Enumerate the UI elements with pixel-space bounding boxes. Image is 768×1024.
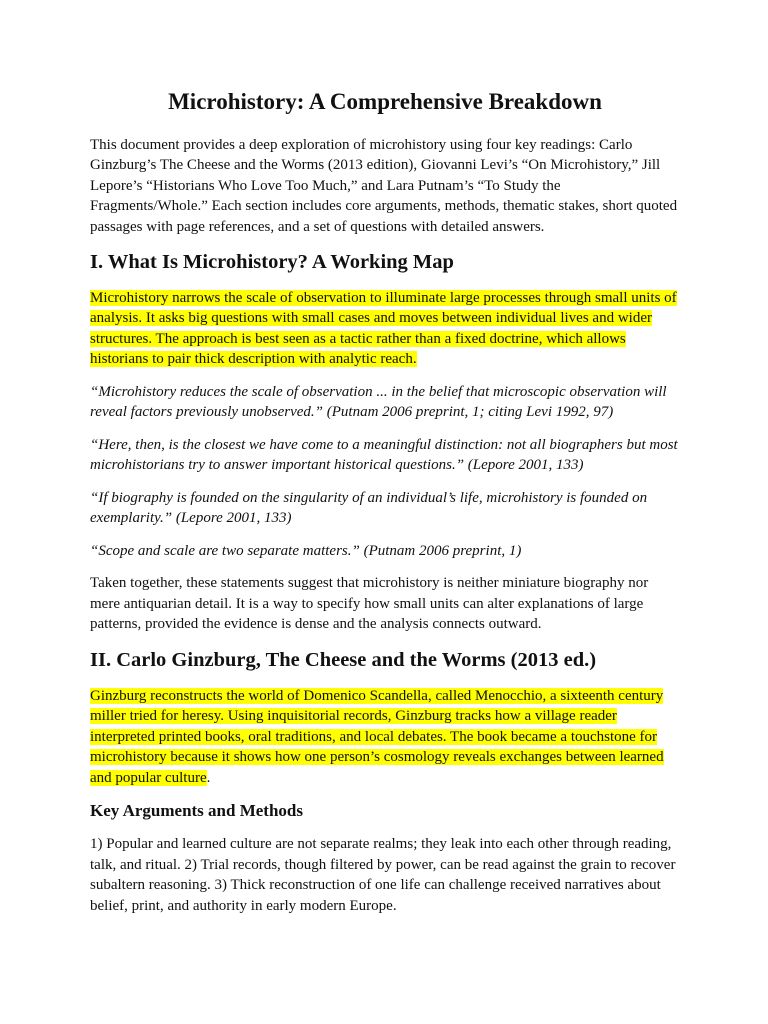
quote-putnam-scope: “Scope and scale are two separate matters.” (Putnam 2006 preprint, 1) — [90, 542, 522, 559]
highlighted-text: Microhistory narrows the scale of observation to illuminate large processes through small units of analysis. It asks big questions with small cases and moves between individual lives and wider structures. The approach is best seen as a tactic rather than a fixed doctrine, which allows historians to pair thick description with analytic reach. — [90, 289, 677, 368]
highlighted-paragraph-definition — [90, 288, 680, 370]
section-heading-what-is-microhistory: I. What Is Microhistory? A Working Map — [90, 251, 454, 274]
intro-paragraph: This document provides a deep exploration of microhistory using four key readings: Carlo Ginzburg’s The Cheese and the Worms (2013 edition), Giovanni Levi’s “On Microhistory,” Jill Lepore’s “Historians Who Love Too Much,” and Lara Putnam’s “To Study the Fragments/Whole.” Each section includes core arguments, methods, thematic stakes, short quoted passages with page references, and a set of questions with detailed answers. — [90, 136, 678, 235]
highlighted-text: Ginzburg reconstructs the world of Domenico Scandella, called Menocchio, a sixteenth century miller tried for heresy. Using inquisitorial records, Ginzburg tracks how a village reader interpreted printed books, oral traditions, and local debates. The book became a touchstone for microhistory because it shows how one person’s cosmology reveals exchanges between learned and popular culture — [90, 687, 664, 786]
sentence-end: . — [206, 769, 211, 786]
quote-putnam-scale: “Microhistory reduces the scale of observation ... in the belief that microscopic observation will reveal factors previously unobserved.” (Putnam 2006 preprint, 1; citing Levi 1992, 97) — [90, 383, 667, 421]
quote-lepore-exemplarity: “If biography is founded on the singularity of an individual’s life, microhistory is founded on exemplarity.” (Lepore 2001, 133) — [90, 489, 648, 527]
document-page — [90, 88, 680, 928]
highlighted-paragraph-ginzburg — [90, 686, 680, 789]
arguments-paragraph: 1) Popular and learned culture are not separate realms; they leak into each other through reading, talk, and ritual. 2) Trial records, though filtered by power, can be read against the grain to recover subaltern reasoning. 3) Thick reconstruction of one life can challenge received narratives about belief, print, and authority in early modern Europe. — [90, 836, 676, 914]
section-heading-ginzburg: II. Carlo Ginzburg, The Cheese and the Worms (2013 ed.) — [90, 648, 597, 671]
section1-conclusion-paragraph: Taken together, these statements suggest that microhistory is neither miniature biography nor mere antiquarian detail. It is a way to specify how small units can alter explanations of large patterns, provided the evidence is dense and the analysis connects outward. — [90, 575, 649, 633]
document-title: Microhistory: A Comprehensive Breakdown — [168, 89, 602, 114]
subheading-key-arguments: Key Arguments and Methods — [90, 801, 303, 821]
quote-lepore-distinction: “Here, then, is the closest we have come to a meaningful distinction: not all biographers but most microhistorians try to answer important historical questions.” (Lepore 2001, 133) — [90, 436, 678, 474]
